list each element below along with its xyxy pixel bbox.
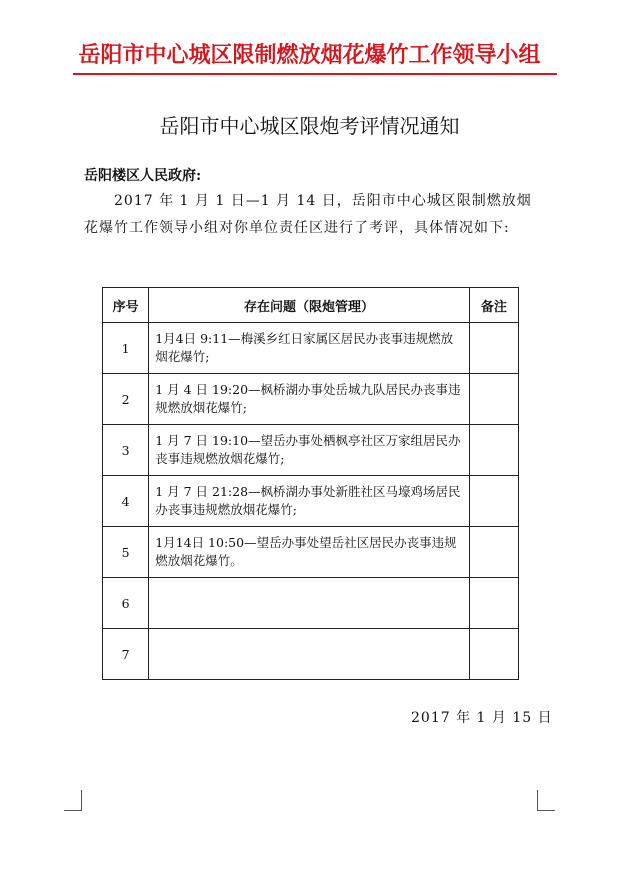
row-issue: 1 月 7 日 21:28—枫桥湖办事处新胜社区马壕鸡场居民办丧事违规燃放烟花爆竹; xyxy=(149,476,470,527)
table-row xyxy=(103,323,519,374)
table-header-row xyxy=(103,288,519,323)
header-issue: 存在问题（限炮管理） xyxy=(149,288,470,323)
table-row xyxy=(103,629,519,680)
row-serial: 2 xyxy=(103,374,149,425)
body-paragraph: 2017 年 1 月 1 日—1 月 14 日，岳阳市中心城区限制燃放烟花爆竹工作领导小组对你单位责任区进行了考评，具体情况如下: xyxy=(84,193,532,236)
row-issue: 1月4日 9:11—梅溪乡红日家属区居民办丧事违规燃放烟花爆竹; xyxy=(149,323,470,374)
table-row xyxy=(103,374,519,425)
row-issue: 1 月 4 日 19:20—枫桥湖办事处岳城九队居民办丧事违规燃放烟花爆竹; xyxy=(149,374,470,425)
row-issue xyxy=(149,629,470,680)
row-serial: 5 xyxy=(103,527,149,578)
row-note xyxy=(469,629,518,680)
row-serial: 3 xyxy=(103,425,149,476)
salutation: 岳阳楼区人民政府: xyxy=(84,168,202,184)
row-serial: 1 xyxy=(103,323,149,374)
issuer-header: 岳阳市中心城区限制燃放烟花爆竹工作领导小组 xyxy=(78,43,541,68)
issue-date: 2017 年 1 月 15 日 xyxy=(411,710,553,726)
header-serial: 序号 xyxy=(103,288,149,323)
row-note xyxy=(469,527,518,578)
row-note xyxy=(469,425,518,476)
header-note: 备注 xyxy=(469,288,518,323)
table-row xyxy=(103,476,519,527)
table-row xyxy=(103,578,519,629)
row-note xyxy=(469,323,518,374)
row-issue: 1月14日 10:50—望岳办事处望岳社区居民办丧事违规燃放烟花爆竹。 xyxy=(149,527,470,578)
row-note xyxy=(469,476,518,527)
crop-mark-bottom-right xyxy=(537,790,555,811)
document-title: 岳阳市中心城区限炮考评情况通知 xyxy=(159,114,460,138)
row-issue xyxy=(149,578,470,629)
row-serial: 7 xyxy=(103,629,149,680)
row-note xyxy=(469,374,518,425)
table-row xyxy=(103,425,519,476)
row-serial: 4 xyxy=(103,476,149,527)
row-note xyxy=(469,578,518,629)
red-divider-line xyxy=(73,73,557,75)
table-row xyxy=(103,527,519,578)
issues-table xyxy=(102,287,519,680)
row-issue: 1 月 7 日 19:10—望岳办事处栖枫亭社区万家组居民办丧事违规燃放烟花爆竹; xyxy=(149,425,470,476)
row-serial: 6 xyxy=(103,578,149,629)
crop-mark-bottom-left xyxy=(64,790,82,811)
